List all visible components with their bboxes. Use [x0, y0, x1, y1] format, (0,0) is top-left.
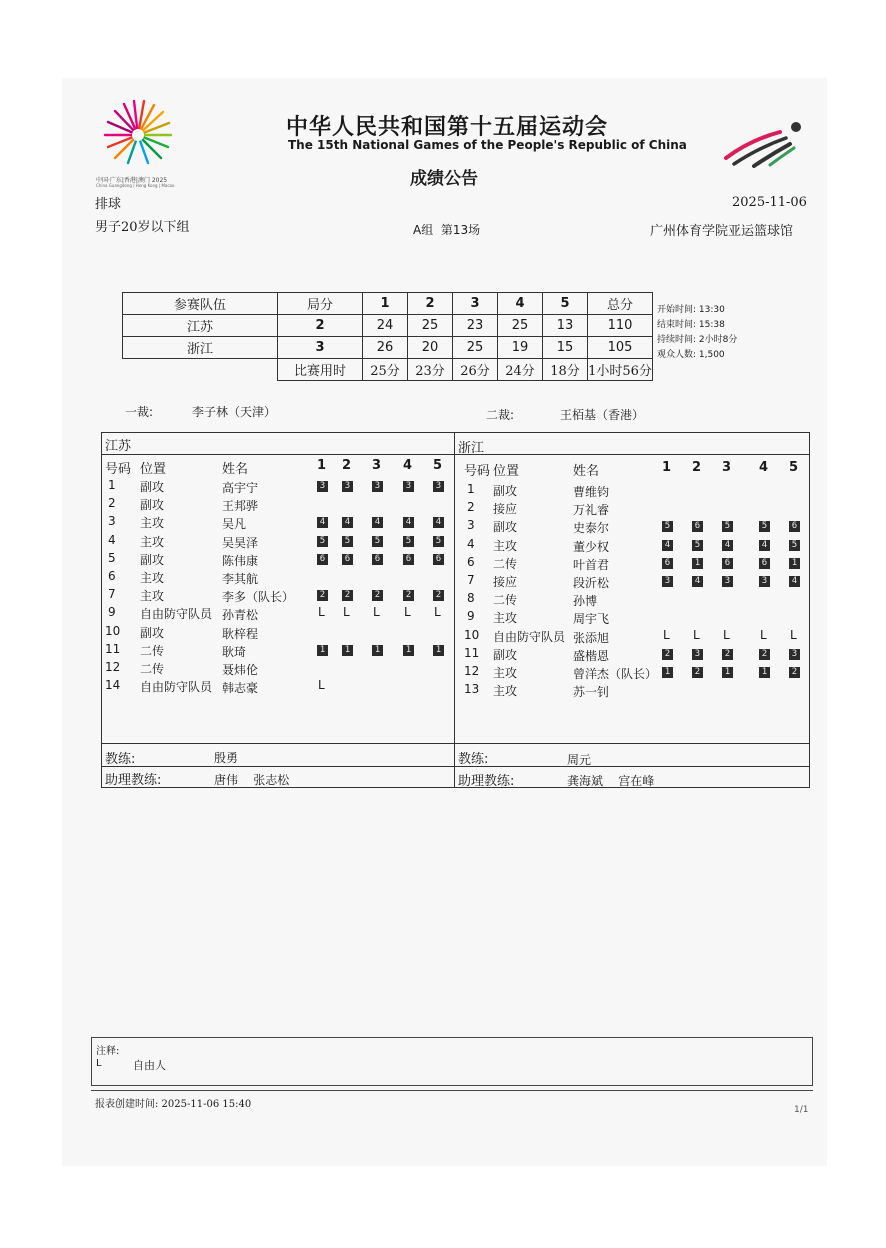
player-number: 7	[108, 587, 116, 602]
col-header-set-1-right: 1	[662, 460, 672, 475]
col-set-5: 5	[543, 293, 588, 315]
player-position: 接应	[493, 575, 518, 589]
starting-position-mark: 1	[759, 667, 770, 678]
assistant-label-left: 助理教练:	[105, 773, 162, 788]
total-points: 110	[588, 315, 653, 337]
col-header-no-left: 号码	[105, 462, 132, 477]
player-name: 高宇宁	[222, 481, 259, 495]
player-number: 3	[108, 514, 116, 529]
duration-label: 比赛用时	[278, 359, 363, 381]
player-number: 10	[105, 623, 121, 638]
libero-mark: L	[663, 627, 670, 642]
sport-name: 排球	[95, 197, 122, 212]
assistant-label-right: 助理教练:	[458, 774, 515, 789]
coach-label-left: 教练:	[105, 752, 136, 767]
assistant-names-right: 龚海斌 宫在峰	[567, 774, 655, 788]
starting-position-mark: 2	[662, 649, 673, 660]
starting-position-mark: 6	[759, 558, 770, 569]
duration: 持续时间: 2小时8分	[657, 335, 738, 345]
player-number: 11	[464, 645, 480, 660]
player-position: 二传	[140, 643, 165, 658]
starting-position-mark: 4	[403, 517, 414, 528]
libero-mark: L	[723, 627, 730, 642]
libero-mark: L	[790, 627, 797, 642]
title-en: The 15th National Games of the People's Republic of China	[288, 138, 687, 152]
player-number: 1	[108, 478, 116, 492]
volleyball-pictogram-icon	[720, 118, 808, 170]
player-name: 王邦骅	[222, 499, 259, 514]
starting-position-mark: 4	[317, 517, 328, 528]
score-header-row	[123, 293, 653, 315]
starting-position-mark: 5	[372, 536, 383, 547]
starting-position-mark: 3	[722, 576, 733, 587]
player-position: 自由防守队员	[493, 629, 566, 644]
libero-mark: L	[318, 678, 325, 693]
match-label: A组 第13场	[413, 223, 481, 237]
player-number: 12	[105, 660, 121, 674]
player-name: 史泰尔	[573, 521, 610, 536]
starting-position-mark: 2	[317, 590, 328, 601]
starting-position-mark: 2	[759, 649, 770, 660]
spectators: 观众人数: 1,500	[657, 350, 725, 360]
starting-position-mark: 3	[317, 481, 328, 492]
player-position: 主攻	[140, 589, 165, 604]
coach-name-left: 殷勇	[214, 751, 239, 765]
col-header-position-right: 位置	[493, 464, 520, 479]
starting-position-mark: 4	[789, 576, 800, 587]
libero-mark: L	[318, 605, 325, 620]
starting-position-mark: 6	[662, 558, 673, 569]
player-name: 陈伟康	[222, 553, 259, 568]
player-position: 副攻	[140, 625, 165, 640]
set-points: 24	[363, 315, 408, 337]
start-time: 开始时间: 13:30	[657, 305, 725, 315]
starting-position-mark: 6	[372, 554, 383, 565]
col-header-set-4-right: 4	[759, 460, 769, 475]
second-referee-label: 二裁:	[486, 408, 515, 422]
starting-position-mark: 2	[692, 667, 703, 678]
player-number: 7	[467, 573, 475, 587]
player-position: 副攻	[140, 498, 165, 513]
starting-position-mark: 1	[433, 645, 444, 656]
logo-subtext: China Guangdong | Hong Kong | Macao	[96, 183, 175, 188]
notes-label: 注释:	[96, 1046, 120, 1057]
player-number: 12	[464, 664, 480, 678]
team-name: 江苏	[123, 315, 278, 337]
title-cn: 中华人民共和国第十五届运动会	[286, 115, 609, 140]
games-logo-icon	[96, 95, 180, 175]
player-position: 主攻	[493, 611, 518, 626]
player-number: 10	[464, 627, 480, 642]
starting-position-mark: 6	[342, 554, 353, 565]
player-position: 主攻	[140, 516, 165, 531]
total-duration: 1小时56分	[588, 359, 653, 381]
player-number: 4	[108, 532, 116, 547]
player-name: 韩志豪	[222, 681, 259, 696]
starting-position-mark: 1	[342, 645, 353, 656]
set-duration: 25分	[363, 359, 408, 381]
starting-position-mark: 2	[372, 590, 383, 601]
starting-position-mark: 5	[317, 536, 328, 547]
player-position: 二传	[140, 662, 165, 676]
player-name: 万礼睿	[573, 503, 610, 518]
starting-position-mark: 5	[722, 521, 733, 532]
team-name-left: 江苏	[105, 439, 132, 454]
player-position: 副攻	[493, 484, 518, 498]
player-number: 2	[467, 500, 475, 515]
col-header-set-5-left: 5	[433, 458, 443, 473]
set-points: 23	[453, 315, 498, 337]
starting-position-mark: 4	[433, 517, 444, 528]
roster-header-line	[101, 454, 810, 455]
starting-position-mark: 3	[759, 576, 770, 587]
player-name: 曹维钧	[573, 485, 610, 499]
starting-position-mark: 6	[722, 558, 733, 569]
starting-position-mark: 4	[372, 517, 383, 528]
starting-position-mark: 4	[342, 517, 353, 528]
coach-line	[101, 743, 810, 744]
notes-meaning: 自由人	[133, 1059, 166, 1072]
player-number: 1	[467, 482, 475, 496]
set-duration: 26分	[453, 359, 498, 381]
starting-position-mark: 4	[662, 540, 673, 551]
player-name: 叶首君	[573, 557, 610, 572]
starting-position-mark: 3	[403, 481, 414, 492]
starting-position-mark: 5	[433, 536, 444, 547]
col-header-set-5-right: 5	[789, 460, 799, 475]
col-header-set-1-left: 1	[317, 458, 327, 473]
coach-label-right: 教练:	[458, 752, 489, 767]
player-name: 聂炜伦	[222, 663, 259, 677]
duration-row	[123, 359, 653, 381]
team-name-right: 浙江	[458, 441, 485, 456]
starting-position-mark: 1	[662, 667, 673, 678]
set-points: 25	[453, 337, 498, 359]
col-team: 参赛队伍	[123, 293, 278, 315]
player-position: 主攻	[493, 538, 518, 553]
col-set-2: 2	[408, 293, 453, 315]
starting-position-mark: 3	[372, 481, 383, 492]
player-name: 苏一钊	[573, 685, 610, 700]
libero-mark: L	[373, 605, 380, 620]
col-header-set-2-left: 2	[342, 458, 352, 473]
starting-position-mark: 2	[789, 667, 800, 678]
starting-position-mark: 6	[433, 554, 444, 565]
starting-position-mark: 6	[317, 554, 328, 565]
set-duration: 23分	[408, 359, 453, 381]
first-referee-name: 李子林（天津）	[192, 405, 277, 419]
set-points: 25	[408, 315, 453, 337]
set-points: 15	[543, 337, 588, 359]
col-set-4: 4	[498, 293, 543, 315]
starting-position-mark: 3	[789, 649, 800, 660]
player-position: 主攻	[140, 571, 165, 585]
set-duration: 24分	[498, 359, 543, 381]
set-points: 25	[498, 315, 543, 337]
starting-position-mark: 4	[722, 540, 733, 551]
starting-position-mark: 6	[789, 521, 800, 532]
col-header-name-right: 姓名	[573, 464, 600, 479]
player-name: 吴昊泽	[222, 535, 259, 550]
starting-position-mark: 6	[403, 554, 414, 565]
col-set-3: 3	[453, 293, 498, 315]
set-points: 20	[408, 337, 453, 359]
report-subtitle: 成绩公告	[410, 169, 478, 189]
player-number: 14	[105, 678, 121, 693]
starting-position-mark: 2	[433, 590, 444, 601]
col-header-set-3-right: 3	[722, 460, 732, 475]
starting-position-mark: 5	[403, 536, 414, 547]
empty-cell	[123, 359, 278, 381]
page-number: 1/1	[794, 1105, 809, 1115]
player-number: 11	[105, 641, 121, 656]
player-position: 副攻	[493, 520, 518, 535]
player-position: 副攻	[493, 647, 518, 662]
player-number: 6	[108, 569, 116, 583]
starting-position-mark: 1	[789, 558, 800, 569]
sets-won: 3	[278, 337, 363, 359]
col-header-set-3-left: 3	[372, 458, 382, 473]
assistant-line	[101, 766, 810, 767]
player-name: 耿梓程	[222, 626, 259, 641]
player-number: 8	[467, 591, 475, 606]
logo-text: 中国·广东|香港|澳门 2025	[96, 177, 168, 184]
starting-position-mark: 1	[372, 645, 383, 656]
player-number: 2	[108, 496, 116, 511]
footer-rule	[91, 1090, 813, 1091]
col-total: 总分	[588, 293, 653, 315]
col-header-set-2-right: 2	[692, 460, 702, 475]
report-date: 2025-11-06	[732, 195, 807, 210]
player-number: 4	[467, 536, 475, 551]
starting-position-mark: 5	[759, 521, 770, 532]
end-time: 结束时间: 15:38	[657, 320, 725, 330]
venue: 广州体育学院亚运篮球馆	[650, 224, 794, 239]
libero-mark: L	[760, 627, 767, 642]
roster-divider	[454, 432, 455, 788]
starting-position-mark: 3	[692, 649, 703, 660]
score-table	[122, 292, 653, 381]
player-position: 副攻	[140, 480, 165, 494]
col-header-set-4-left: 4	[403, 458, 413, 473]
player-number: 9	[108, 605, 116, 620]
starting-position-mark: 5	[789, 540, 800, 551]
sets-won: 2	[278, 315, 363, 337]
starting-position-mark: 5	[692, 540, 703, 551]
player-name: 曾洋杰（队长）	[573, 667, 658, 681]
player-name: 段沂松	[573, 576, 610, 590]
starting-position-mark: 2	[722, 649, 733, 660]
player-name: 盛楷恩	[573, 648, 610, 663]
set-points: 13	[543, 315, 588, 337]
player-position: 自由防守队员	[140, 607, 213, 622]
player-name: 孙博	[573, 594, 598, 609]
player-position: 二传	[493, 593, 518, 608]
libero-mark: L	[343, 605, 350, 620]
first-referee-label: 一裁:	[125, 405, 154, 419]
player-number: 6	[467, 554, 475, 569]
starting-position-mark: 1	[692, 558, 703, 569]
player-position: 自由防守队员	[140, 680, 213, 695]
libero-mark: L	[434, 605, 441, 620]
player-position: 接应	[493, 502, 518, 517]
starting-position-mark: 5	[662, 521, 673, 532]
total-points: 105	[588, 337, 653, 359]
second-referee-name: 王栢基（香港）	[560, 408, 645, 422]
player-position: 副攻	[140, 552, 165, 567]
player-position: 主攻	[493, 666, 518, 680]
set-duration: 18分	[543, 359, 588, 381]
player-number: 5	[108, 550, 116, 565]
libero-mark: L	[693, 627, 700, 642]
starting-position-mark: 3	[433, 481, 444, 492]
player-name: 耿琦	[222, 644, 247, 659]
set-points: 19	[498, 337, 543, 359]
score-row	[123, 337, 653, 359]
score-row	[123, 315, 653, 337]
player-name: 李多（队长）	[222, 590, 295, 605]
col-header-position-left: 位置	[140, 462, 167, 477]
player-number: 3	[467, 518, 475, 533]
player-position: 主攻	[493, 684, 518, 699]
player-position: 二传	[493, 556, 518, 571]
assistant-names-left: 唐伟 张志松	[214, 773, 290, 787]
player-number: 13	[464, 682, 480, 697]
age-group: 男子20岁以下组	[95, 220, 190, 235]
coach-name-right: 周元	[567, 753, 592, 767]
libero-mark: L	[404, 605, 411, 620]
set-points: 26	[363, 337, 408, 359]
starting-position-mark: 1	[722, 667, 733, 678]
player-name: 李其航	[222, 572, 259, 586]
notes-box	[91, 1037, 813, 1086]
starting-position-mark: 4	[759, 540, 770, 551]
notes-code: L	[96, 1058, 102, 1069]
starting-position-mark: 1	[317, 645, 328, 656]
starting-position-mark: 5	[342, 536, 353, 547]
col-header-name-left: 姓名	[222, 462, 249, 477]
starting-position-mark: 1	[403, 645, 414, 656]
player-name: 吴凡	[222, 517, 247, 532]
starting-position-mark: 4	[692, 576, 703, 587]
player-name: 孙青松	[222, 608, 259, 623]
player-name: 张添旭	[573, 630, 610, 645]
player-position: 主攻	[140, 534, 165, 549]
col-header-no-right: 号码	[464, 464, 491, 479]
created-time: 报表创建时间: 2025-11-06 15:40	[95, 1099, 252, 1110]
starting-position-mark: 3	[662, 576, 673, 587]
starting-position-mark: 2	[342, 590, 353, 601]
starting-position-mark: 3	[342, 481, 353, 492]
player-name: 周宇飞	[573, 612, 610, 627]
starting-position-mark: 6	[692, 521, 703, 532]
player-name: 董少权	[573, 539, 610, 554]
team-name: 浙江	[123, 337, 278, 359]
col-sets: 局分	[278, 293, 363, 315]
col-set-1: 1	[363, 293, 408, 315]
starting-position-mark: 2	[403, 590, 414, 601]
player-number: 9	[467, 609, 475, 624]
